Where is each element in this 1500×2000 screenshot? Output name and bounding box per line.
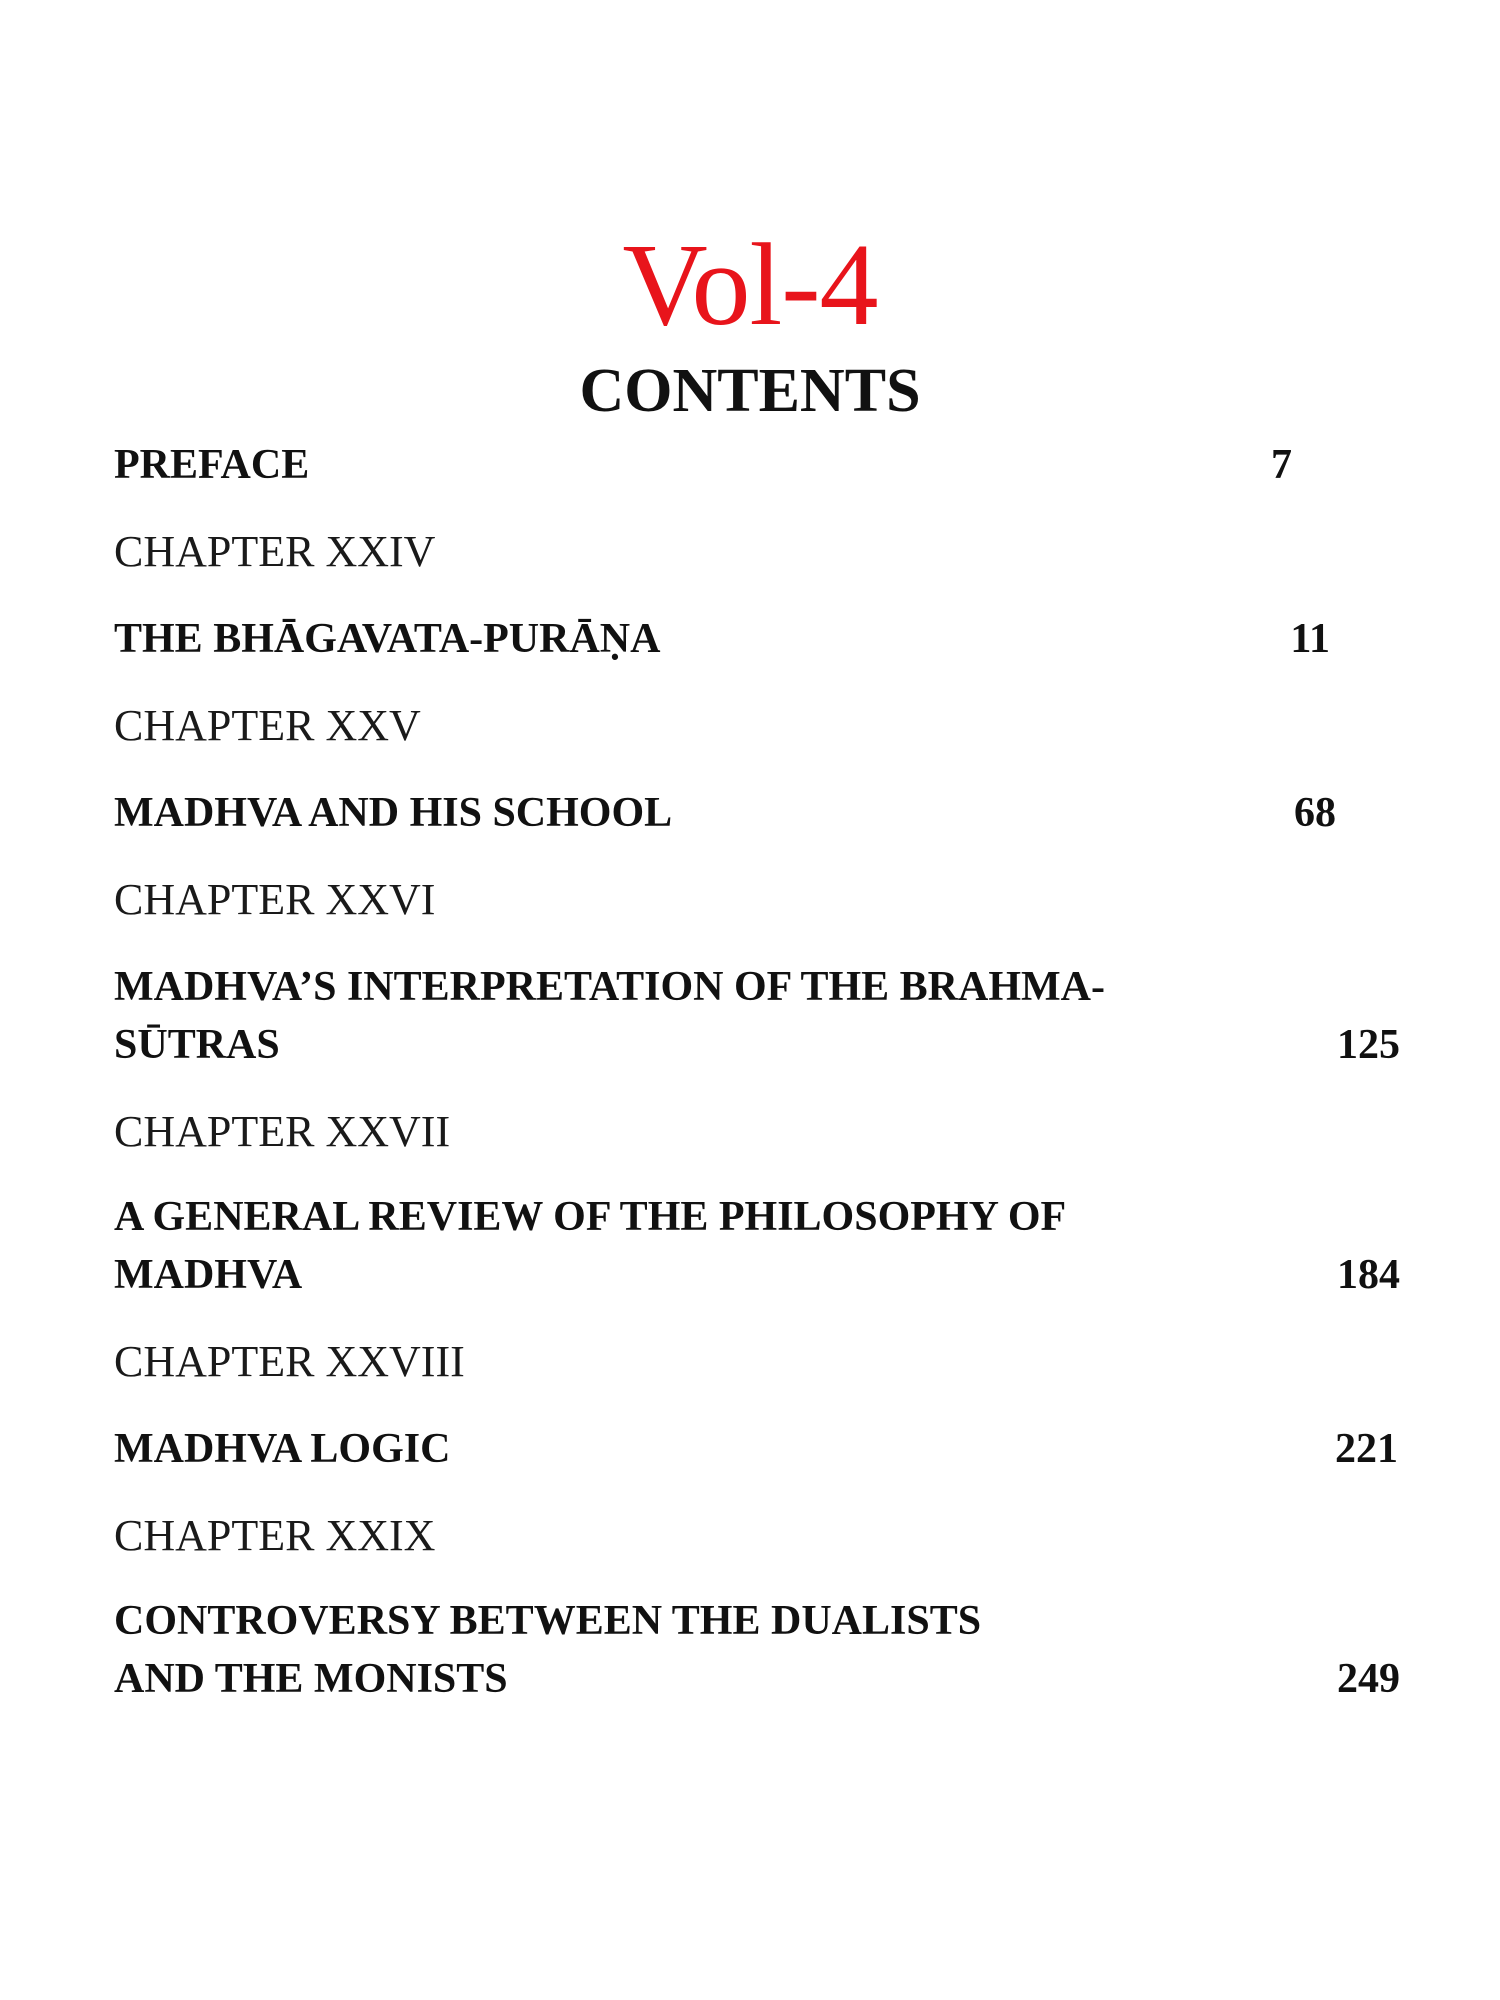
entry-title: THE BHĀGAVATA-PURĀṆA [114,616,661,662]
entry-title: MADHVA LOGIC [114,1426,451,1472]
toc-entry-madhva-logic[interactable] [114,1420,1404,1478]
chapter-label-text: CHAPTER XXIV [114,527,436,576]
entry-title-line-2: MADHVA [114,1252,303,1298]
chapter-label-text: CHAPTER XXVII [114,1107,451,1156]
chapter-label-text: CHAPTER XXVI [114,875,436,924]
toc-entry-general-review[interactable] [114,1188,1404,1304]
page-number: 249 [1337,1656,1400,1702]
chapter-label [114,1334,1404,1390]
page-number: 11 [1290,616,1330,662]
entry-title-line-1: CONTROVERSY BETWEEN THE DUALISTS [114,1598,982,1644]
chapter-label [114,524,1404,580]
toc-entry-madhva-and-his-school[interactable] [114,784,1404,842]
page-number: 125 [1337,1022,1400,1068]
chapter-label-text: CHAPTER XXVIII [114,1337,465,1386]
entry-title: MADHVA AND HIS SCHOOL [114,790,673,836]
chapter-label [114,1508,1404,1564]
toc-entry-controversy[interactable] [114,1592,1404,1708]
toc-entry-preface[interactable] [114,436,1404,494]
chapter-label [114,872,1404,928]
entry-title-line-2: SŪTRAS [114,1022,280,1068]
entry-title-line-1: A GENERAL REVIEW OF THE PHILOSOPHY OF [114,1194,1067,1240]
entry-title-line-1: MADHVA’S INTERPRETATION OF THE BRAHMA- [114,964,1105,1010]
chapter-label-text: CHAPTER XXV [114,701,421,750]
volume-title: Vol-4 [622,219,878,350]
toc-entry-bhagavata-purana[interactable] [114,610,1404,668]
page-number: 68 [1294,790,1336,836]
page-number: 221 [1335,1426,1398,1472]
page-number: 7 [1271,442,1292,488]
entry-title: PREFACE [114,442,310,488]
contents-heading: CONTENTS [579,357,921,425]
toc-entry-madhvas-interpretation[interactable] [114,958,1404,1074]
entry-title-line-2: AND THE MONISTS [114,1656,508,1702]
chapter-label-text: CHAPTER XXIX [114,1511,436,1560]
chapter-label [114,1104,1404,1160]
page-number: 184 [1337,1252,1400,1298]
chapter-label [114,698,1404,754]
